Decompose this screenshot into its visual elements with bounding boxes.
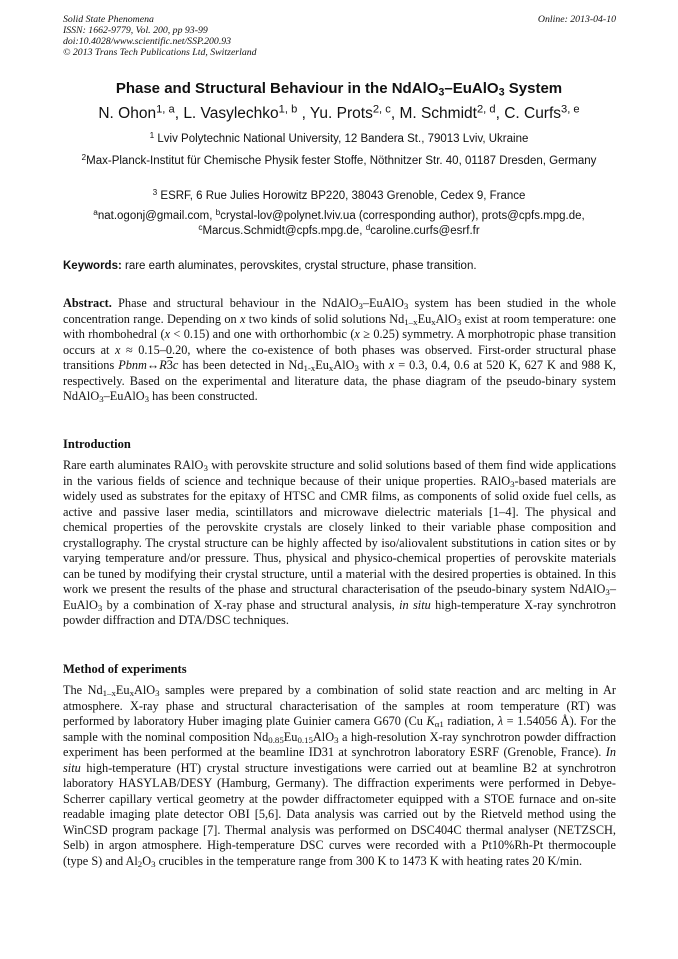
doi-line: doi:10.4028/www.scientific.net/SSP.200.93 — [63, 36, 232, 47]
keywords: Keywords: rare earth aluminates, perovskites, crystal structure, phase transition. — [63, 260, 477, 272]
online-date: Online: 2013-04-10 — [537, 14, 616, 25]
author: N. Ohon — [98, 105, 157, 122]
copyright-line: © 2013 Trans Tech Publications Ltd, Switzerland — [63, 47, 257, 58]
affiliation-3: $^3$ ESRF, 6 Rue Julies Horowitz BP220, 38043 Grenoble, Cedex 9, France — [152, 187, 526, 202]
issn-line: ISSN: 1662-9779, Vol. 200, pp 93-99 — [63, 25, 208, 36]
introduction-heading: Introduction — [63, 437, 131, 451]
method-heading: Method of experiments — [63, 662, 187, 676]
journal-name: Solid State Phenomena — [63, 14, 154, 25]
abstract: Abstract. Phase and structural behaviour in the NdAlO$_3$–EuAlO$_3$ system has been studied in the whole concentration range. Depending on x two kinds of solid solutions $Nd_{1-x}Eu_xAlO_3$ exist at room temperature: one with rhombohedral (x < 0.15) and one with orthorhombic (x ≥ 0.25) symmetry. A morphotropic phase transition occurs at x ≈ 0.15–0.20, where the co-existence of both phases was observed. First-order structural phase transitions Pbnm↔R3c has been detected in $Nd_{1-x}Eu_xAlO_3$ with x = 0.3, 0.4, 0.6 at 520 K, 627 K and 988 K, respectively. Based on the experimental and literature data, the phase diagram of the pseudo-binary system NdAlO$_3$–EuAlO$_3$ has been constructed. — [63, 296, 617, 405]
page-header — [63, 14, 616, 58]
author-list: N. Ohon$^{1, a}$, L. Vasylechko$^{1, b}$ , Yu. Prots$^{2, c}$, M. Schmidt$^{2, d}$, C. Curfs$^{3, e}$ — [98, 103, 580, 122]
abstract-label: Abstract. — [63, 296, 112, 310]
method-paragraph: The $Nd_{1-x}Eu_xAlO_3$ samples were prepared by a combination of solid state reaction and arc melting in Ar atmosphere. X-ray phase and structural characterisation of the samples at room temperature (RT) was performed by laboratory Huber imaging plate Guinier camera G670 (Cu $K_{\alpha 1}$ radiation, λ = 1.54056 Å). For the sample with the nominal composition $Nd_{0.85}Eu_{0.15}AlO_3$ a high-resolution X-ray synchrotron powder diffraction experiment has been performed at the beamline ID31 at synchrotron laboratory ESRF (Grenoble, France). In situ high-temperature (HT) crystal structure investigations were carried out at beamline B2 at synchrotron laboratory HASYLAB/DESY (Hamburg, Germany). The diffraction experiments were performed in Debye-Scherrer capillary vertical geometry at the powder diffractometer equipped with a STOE furnace and on-site readable imaging plate detector OBI [5,6]. Data analysis was carried out by the Rietveld method using the WinCSD program package [7]. Thermal analysis was performed on DSC404C thermal analyser (NETZSCH, Selb) in argon atmosphere. High-temperature DSC curves were recorded with a Pt10%Rh-Pt thermocouple (type S) and $Al_2O_3$ crucibles in the temperature range from 300 K to 1473 K with heating rates 20 K/min. — [63, 683, 617, 869]
introduction-paragraph: Rare earth aluminates RAlO$_3$ with perovskite structure and solid solutions based of them find wide applications in the various fields of science and technique because of their unique properties. RAlO$_3$-based materials are widely used as substrates for the epitaxy of HTSC and CMR films, as components of solid oxide fuel cells, as active and passive laser media, scintillators and microwave dielectric materials [1–4]. The physical and chemical properties of the perovskite crystals are closely linked to their variable phase composition and crystallography. The crystal structure can be highly affected by iso/aliovalent substitutions in cation sites or by varying temperature and/or pressure. Thus, physical and physico-chemical properties of perovskite materials can be tuned by modifying their crystal structure, until a material with the desired properties is obtained. In this work we present the results of the phase and structural characterisation of the pseudo-binary system NdAlO$_3$–EuAlO$_3$ by a combination of X-ray phase and structural analysis, in situ high-temperature X-ray synchrotron powder diffraction and DTA/DSC techniques. — [63, 458, 616, 627]
paper-title: Phase and Structural Behaviour in the NdAlO$_3$–EuAlO$_3$ System — [115, 80, 563, 99]
author: M. Schmidt — [399, 105, 477, 122]
keywords-label: Keywords: — [63, 260, 122, 272]
affiliation-1: $^1$ Lviv Polytechnic National University, 12 Bandera St., 79013 Lviv, Ukraine — [149, 130, 529, 145]
author: C. Curfs — [504, 105, 562, 122]
affiliation-2: $^2$Max-Planck-Institut für Chemische Physik fester Stoffe, Nöthnitzer Str. 40, 01187 Dresden, Germany — [81, 152, 597, 167]
author: Yu. Prots — [309, 105, 373, 122]
author: L. Vasylechko — [183, 105, 279, 122]
email-list: $^a$nat.ogonj@gmail.com, $^b$crystal-lov@polynet.lviv.ua (corresponding author), prots@cpfs.mpg.de, $^c$Marcus.Schmidt@cpfs.mpg.de, $^d$caroline.curfs@esrf.fr — [93, 207, 585, 237]
